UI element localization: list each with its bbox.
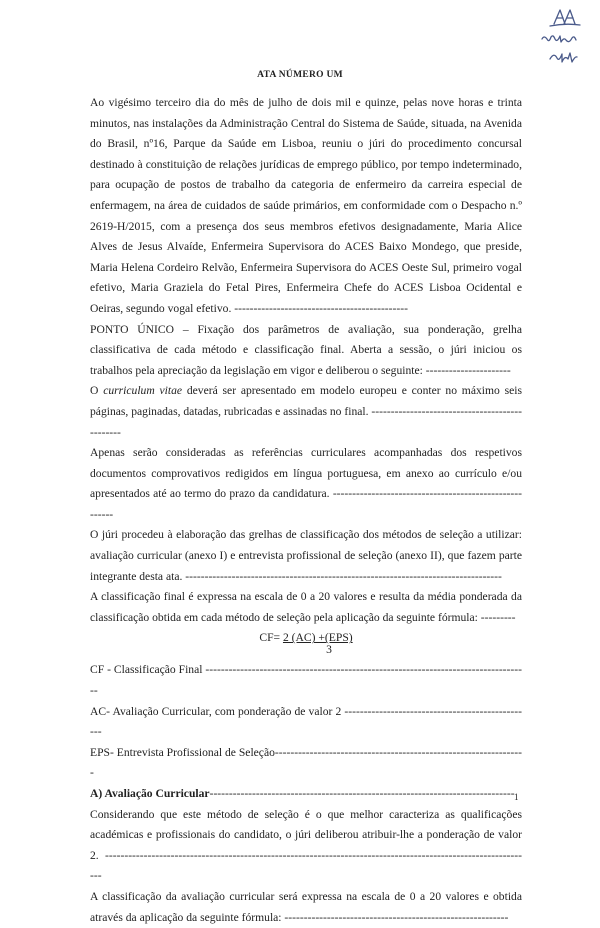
cv-rest: deverá ser apresentado em modelo europeu e conter no máximo seis páginas, paginadas, datadas, rubricadas e assinadas no final. ----------------------------------------------- xyxy=(90,384,522,439)
formula-prefix: CF= xyxy=(259,631,283,645)
legend-ac: AC- Avaliação Curricular, com ponderação de valor 2 ------------------------------------------------- xyxy=(90,704,522,739)
legend-cf: CF - Classificação Final ------------------------------------------------------------------------------------ xyxy=(90,663,522,698)
ponto-unico-paragraph: PONTO ÚNICO – Fixação dos parâmetros de avaliação, sua ponderação, grelha classificativa de cada método e classificação final. Aberta a sessão, o júri iniciou os trabalhos pela apreciação da legislação em vigor e deliberou o seguinte: ---------------------- xyxy=(90,322,522,377)
document-title: ATA NÚMERO UM xyxy=(257,70,343,80)
cv-prefix: O xyxy=(90,384,104,398)
curriculum-paragraph xyxy=(90,381,522,443)
classificacao-final-paragraph: A classificação final é expressa na escala de 0 a 20 valores e resulta da média ponderada da classificação obtida em cada método de seleção pela aplicação da seguinte fórmula: --------- xyxy=(90,590,522,624)
grelhas-paragraph: O júri procedeu à elaboração das grelhas de classificação dos métodos de seleção a utilizar: avaliação curricular (anexo I) e entrevista profissional de seleção (anexo II), que fazem parte integrante desta ata. ---------------------------------------------------------------------------------- xyxy=(90,528,522,583)
handwritten-annotation-icon xyxy=(520,4,590,74)
section-a-heading-dashes: ------------------------------------------------------------------------------- xyxy=(209,787,515,800)
opening-paragraph: Ao vigésimo terceiro dia do mês de julho de dois mil e quinze, pelas nove horas e trinta minutos, nas instalações da Administração Central do Sistema de Saúde, situada, na Avenida do Brasil, nº16, Parque da Saúde em Lisboa, reuniu o júri do procedimento concursal destinado à constituição de relações jurídicas de emprego público, por tempo indeterminado, para ocupação de postos de trabalho da categoria de enfermeiro da carreira especial de enfermagem, na área de cuidados de saúde primários, em conformidade com o Despacho n.º 2619-H/2015, com a presença dos seus membros efetivos designadamente, Maria Alice Alves de Jesus Alvaíde, Enfermeira Supervisora do ACES Baixo Mondego, que preside, Maria Helena Cordeiro Relvão, Enfermeira Supervisora do ACES Oeste Sul, primeiro vogal efetivo, Maria Graziela do Fetal Pires, Enfermeira Chefe do ACES Lisboa Ocidental e Oeiras, segundo vogal efetivo. --------------------------------------------- xyxy=(90,96,522,315)
final-formula xyxy=(90,632,522,656)
formula-numerator: 2 (AC) +(EPS) xyxy=(282,631,353,645)
document-body xyxy=(90,93,522,928)
formula-denominator: 3 xyxy=(326,643,332,657)
cv-italic-term: curriculum vitae xyxy=(103,384,183,398)
legend-eps: EPS- Entrevista Profissional de Seleção----------------------------------------------------------------- xyxy=(90,745,522,780)
page-number: 1 xyxy=(514,792,519,802)
section-a-paragraph-2: A classificação da avaliação curricular será expressa na escala de 0 a 20 valores e obtida através da aplicação da seguinte fórmula: ---------------------------------------------------------- xyxy=(90,889,522,924)
section-a-heading-line xyxy=(90,784,522,805)
formula-numerator-line xyxy=(90,632,522,644)
section-a-heading: A) Avaliação Curricular xyxy=(90,787,210,800)
section-a-paragraph-1: Considerando que este método de seleção é o que melhor caracteriza as qualificações académicas e profissionais do candidato, o júri deliberou atribuir-lhe a ponderação de valor 2. --------------------------------------------------------------------------------------------------------------- xyxy=(90,807,522,883)
referencias-paragraph: Apenas serão consideradas as referências curriculares acompanhadas dos respetivos documentos comprovativos redigidos em língua portuguesa, em anexo ao currículo e/ou apresentados até ao termo do prazo da candidatura. ------------------------------------------------------- xyxy=(90,446,522,521)
